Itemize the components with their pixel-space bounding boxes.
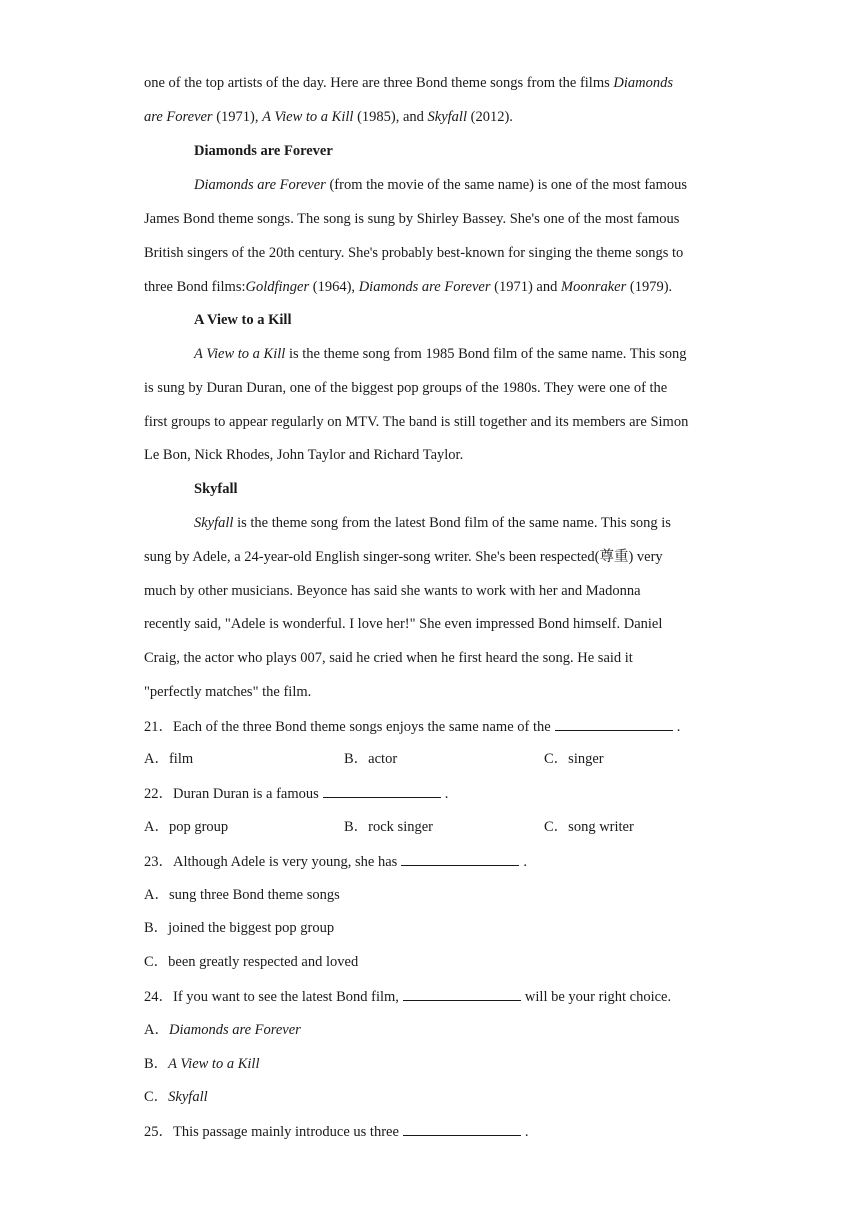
- text: is the theme song from 1985 Bond film of the same name. This song: [285, 346, 687, 362]
- option-text: A View to a Kill: [168, 1056, 260, 1072]
- film-title: Skyfall: [194, 515, 234, 531]
- question-end: .: [676, 719, 681, 735]
- option-text: Skyfall: [168, 1089, 208, 1105]
- paragraph-skyfall-line-4: recently said, "Adele is wonderful. I love her!" She even impressed Bond himself. Daniel: [144, 616, 663, 632]
- q22-option-b[interactable]: B．rock singer: [344, 819, 433, 835]
- question-25: [144, 1121, 529, 1141]
- text: is the theme song from the latest Bond film of the same name. This song is: [233, 515, 671, 531]
- paragraph-skyfall-line-3: much by other musicians. Beyonce has said she wants to work with her and Madonna: [144, 583, 641, 599]
- paragraph-diamonds-line-2: James Bond theme songs. The song is sung by Shirley Bassey. She's one of the most famous: [144, 211, 680, 227]
- film-title: Goldfinger: [245, 279, 310, 295]
- q23-option-c[interactable]: C．been greatly respected and loved: [144, 954, 359, 970]
- answer-blank[interactable]: [403, 1121, 521, 1136]
- text: (2012).: [467, 109, 513, 125]
- question-end: .: [523, 854, 527, 870]
- option-label: C．: [144, 1089, 169, 1105]
- q24-option-b[interactable]: [144, 1054, 259, 1074]
- film-title: A View to a Kill: [194, 346, 286, 362]
- question-24: [144, 986, 671, 1006]
- paragraph-skyfall-line-2: sung by Adele, a 24-year-old English singer-song writer. She's been respected(尊重) very: [144, 549, 663, 565]
- q21-option-a[interactable]: A．film: [144, 751, 194, 767]
- q21-option-b[interactable]: B．actor: [344, 751, 398, 767]
- q24-option-c[interactable]: [144, 1087, 208, 1107]
- question-end: .: [524, 1124, 529, 1140]
- q21-option-c[interactable]: C．singer: [544, 751, 604, 767]
- paragraph-view-line-4: Le Bon, Nick Rhodes, John Taylor and Richard Taylor.: [144, 447, 464, 463]
- answer-blank[interactable]: [323, 783, 441, 798]
- q22-option-a[interactable]: A．pop group: [144, 819, 229, 835]
- question-stem: 24．If you want to see the latest Bond film,: [144, 989, 399, 1005]
- q24-option-a[interactable]: [144, 1020, 301, 1040]
- answer-blank[interactable]: [555, 716, 673, 731]
- film-title: Diamonds are Forever: [358, 279, 491, 295]
- option-label: B．: [144, 1056, 169, 1072]
- film-title: are Forever: [144, 109, 213, 125]
- paragraph-skyfall-line-1: [194, 513, 671, 533]
- question-end: will be your right choice.: [524, 989, 672, 1005]
- paragraph-diamonds-line-4: [144, 277, 672, 297]
- passage-intro-line-2: [144, 107, 513, 127]
- question-21: [144, 716, 680, 736]
- paragraph-diamonds-line-1: [194, 175, 687, 195]
- question-stem: 22．Duran Duran is a famous: [144, 786, 319, 802]
- question-stem: 23．Although Adele is very young, she has: [144, 854, 398, 870]
- film-title: Moonraker: [560, 279, 627, 295]
- section-heading-diamonds: Diamonds are Forever: [194, 143, 333, 159]
- paragraph-skyfall-line-5: Craig, the actor who plays 007, said he cried when he first heard the song. He said it: [144, 650, 633, 666]
- text: (from the movie of the same name) is one of the most famous: [325, 177, 688, 193]
- option-label: A．: [144, 1022, 169, 1038]
- question-stem: 25．This passage mainly introduce us three: [144, 1124, 399, 1140]
- section-heading-view-to-a-kill: A View to a Kill: [194, 312, 292, 328]
- passage-intro-line-1: [144, 73, 673, 93]
- paragraph-skyfall-line-6: "perfectly matches" the film.: [144, 684, 312, 700]
- text: (1971) and: [490, 279, 561, 295]
- paragraph-view-line-3: first groups to appear regularly on MTV. The band is still together and its members are Simon: [144, 414, 689, 430]
- answer-blank[interactable]: [401, 851, 519, 866]
- answer-blank[interactable]: [403, 986, 521, 1001]
- option-text: Diamonds are Forever: [168, 1022, 301, 1038]
- paragraph-diamonds-line-3: British singers of the 20th century. She's probably best-known for singing the theme songs to: [144, 245, 684, 261]
- section-heading-skyfall: Skyfall: [194, 481, 238, 497]
- q22-option-c[interactable]: C．song writer: [544, 819, 634, 835]
- text: (1964),: [309, 279, 359, 295]
- question-23: [144, 851, 527, 871]
- text: three Bond films:: [144, 279, 246, 295]
- question-22: [144, 783, 448, 803]
- question-end: .: [444, 786, 449, 802]
- q23-option-a[interactable]: A．sung three Bond theme songs: [144, 887, 340, 903]
- text: (1971),: [212, 109, 263, 125]
- film-title: A View to a Kill: [262, 109, 354, 125]
- text: (1979).: [626, 279, 673, 295]
- film-title: Diamonds are Forever: [194, 177, 326, 193]
- question-stem: 21．Each of the three Bond theme songs enjoys the same name of the: [144, 719, 551, 735]
- film-title: Skyfall: [427, 109, 467, 125]
- q23-option-b[interactable]: B．joined the biggest pop group: [144, 920, 335, 936]
- film-title: Diamonds: [613, 75, 673, 91]
- text: one of the top artists of the day. Here are three Bond theme songs from the films: [144, 75, 614, 91]
- paragraph-view-line-1: [194, 344, 687, 364]
- paragraph-view-line-2: is sung by Duran Duran, one of the biggest pop groups of the 1980s. They were one of the: [144, 380, 668, 396]
- text: (1985), and: [353, 109, 428, 125]
